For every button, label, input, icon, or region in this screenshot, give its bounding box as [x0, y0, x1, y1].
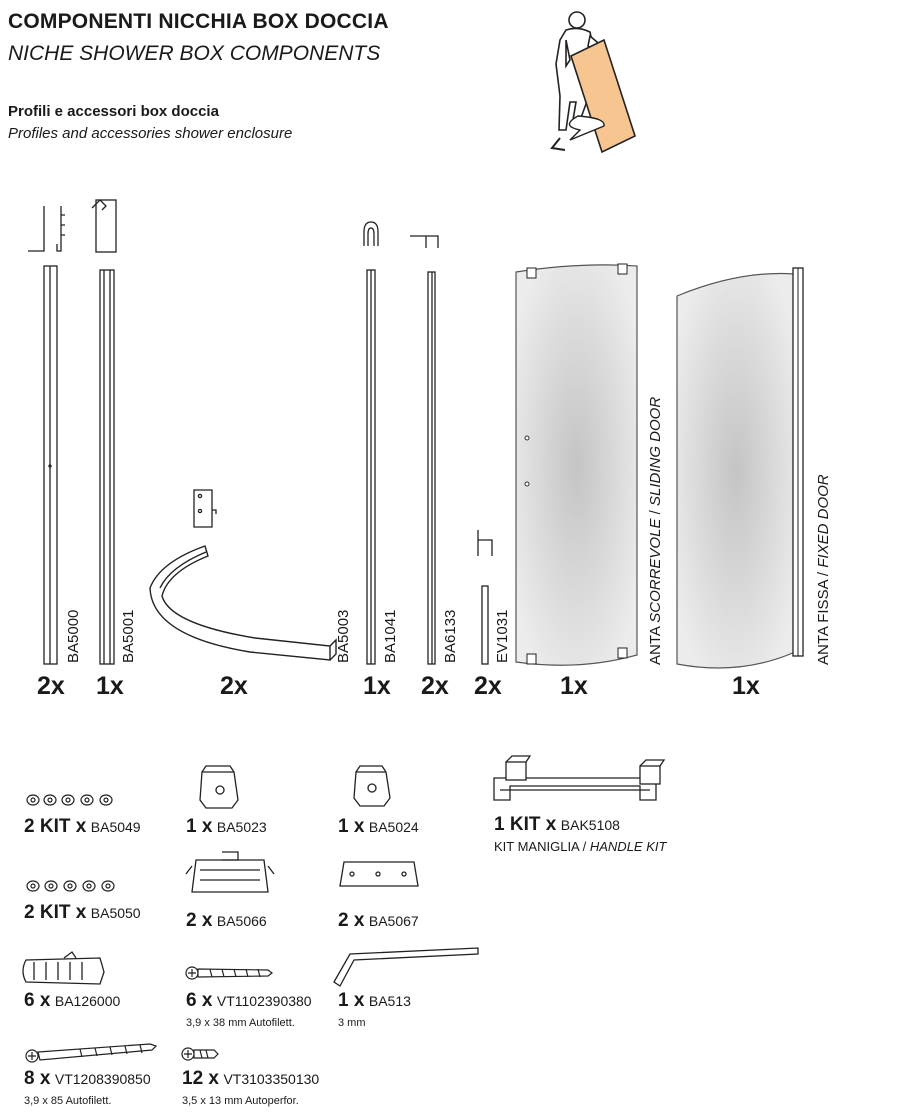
section-subtitle-english: Profiles and accessories shower enclosure — [8, 125, 293, 142]
accessory-ba5049: 2 KIT x BA5049 — [24, 816, 141, 837]
handle-icon — [494, 756, 664, 800]
quantity-ba5000: 2x — [37, 672, 65, 700]
curved-profile-icon — [150, 546, 336, 660]
accessory-ba5066: 2 x BA5066 — [186, 910, 267, 931]
screw-spec-vt1102390380: 3,9 x 38 mm Autofilett. — [186, 1017, 295, 1029]
accessory-vt1208390850: 8 x VT1208390850 — [24, 1068, 151, 1089]
accessory-vt1102390380: 6 x VT1102390380 — [186, 990, 312, 1011]
glass-door-icon — [677, 268, 803, 668]
accessory-ba5050: 2 KIT x BA5050 — [24, 902, 141, 923]
quantity-ev1031: 2x — [474, 672, 502, 700]
screw-icon — [26, 1044, 218, 1062]
sliding-door-label: ANTA SCORREVOLE / SLIDING DOOR — [647, 396, 664, 665]
profile-bar-icon — [44, 266, 488, 664]
accessory-vt3103350130: 12 x VT3103350130 — [182, 1068, 320, 1089]
section-subtitle: Profili e accessori box doccia — [8, 103, 219, 120]
roller-kit-icon — [27, 795, 112, 805]
page-title-english: NICHE SHOWER BOX COMPONENTS — [8, 42, 381, 65]
profile-code-ev1031: EV1031 — [494, 609, 511, 663]
accessory-ba5023: 1 x BA5023 — [186, 816, 267, 837]
page-title: COMPONENTI NICCHIA BOX DOCCIA — [8, 10, 389, 33]
profile-code-ba5001: BA5001 — [120, 609, 137, 663]
profile-drawing-icon — [28, 200, 492, 556]
wall-plug-icon — [23, 952, 104, 984]
roller-kit-icon — [27, 881, 114, 891]
hex-key-spec: 3 mm — [338, 1017, 366, 1029]
hex-key-icon — [334, 948, 478, 986]
handle-kit-label: KIT MANIGLIA / HANDLE KIT — [494, 839, 667, 854]
profile-code-ba6133: BA6133 — [442, 609, 459, 663]
profile-code-ba1041: BA1041 — [382, 609, 399, 663]
cap-icon — [200, 766, 390, 808]
profile-code-ba5000: BA5000 — [65, 609, 82, 663]
screw-spec-vt1208390850: 3,9 x 85 Autofilett. — [24, 1095, 112, 1107]
quantity-ba5001: 1x — [96, 672, 124, 700]
fixed-door-label: ANTA FISSA / FIXED DOOR — [815, 474, 832, 665]
glass-door-icon — [516, 264, 637, 665]
bracket-icon — [186, 852, 418, 892]
screw-icon — [186, 967, 272, 979]
profile-code-ba5003: BA5003 — [335, 609, 352, 663]
accessory-ba5024: 1 x BA5024 — [338, 816, 419, 837]
accessory-ba126000: 6 x BA126000 — [24, 990, 121, 1011]
quantity-ba1041: 1x — [363, 672, 391, 700]
person-carrying-panel-icon — [552, 12, 635, 152]
accessory-ba5067: 2 x BA5067 — [338, 910, 419, 931]
accessory-bak5108: 1 KIT x BAK5108 — [494, 814, 620, 835]
screw-spec-vt3103350130: 3,5 x 13 mm Autoperfor. — [182, 1095, 299, 1107]
quantity-ba6133: 2x — [421, 672, 449, 700]
quantity-sliding-door: 1x — [560, 672, 588, 700]
quantity-ba5003: 2x — [220, 672, 248, 700]
accessory-ba513: 1 x BA513 — [338, 990, 411, 1011]
quantity-fixed-door: 1x — [732, 672, 760, 700]
